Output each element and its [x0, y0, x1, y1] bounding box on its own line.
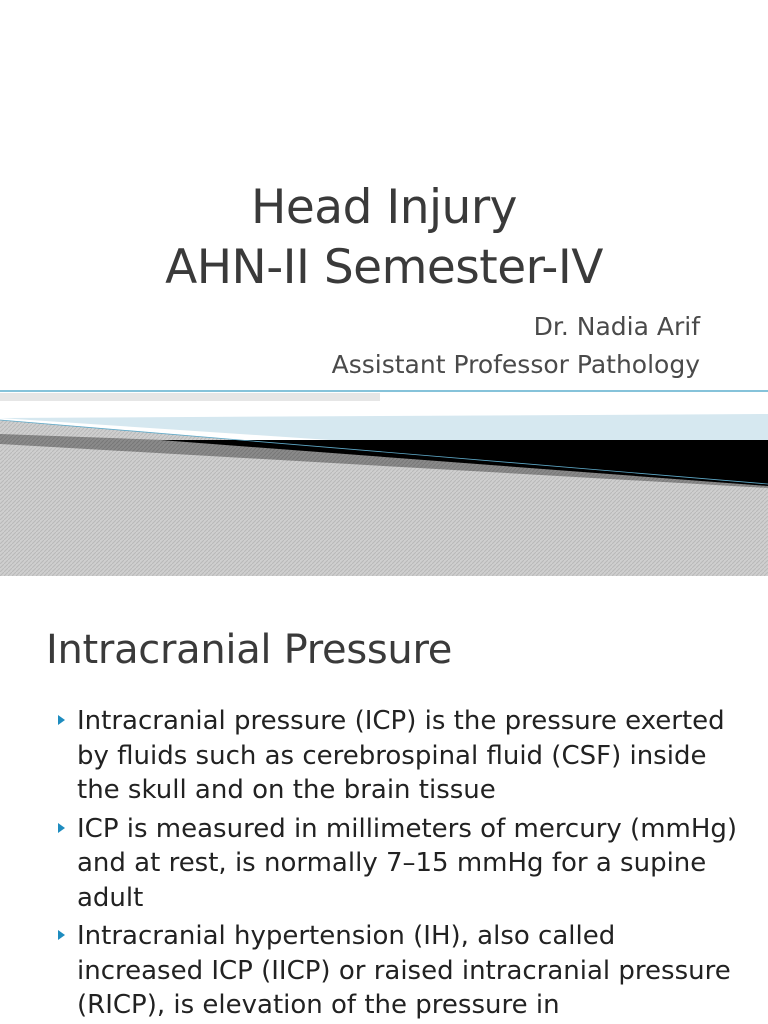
triangle-right-bullet-icon	[58, 715, 65, 725]
bullet-list	[56, 704, 746, 1024]
bullet-text: Intracranial hypertension (IH), also called increased ICP (IICP) or raised intracranial pressure (RICP), is elevation of the pressure in	[77, 921, 731, 1020]
decorative-band	[0, 388, 768, 576]
author-name: Dr. Nadia Arif	[533, 312, 700, 341]
title-line-2: AHN-II Semester-IV	[165, 240, 603, 295]
strip-gray	[0, 393, 380, 401]
bullet-text: Intracranial pressure (ICP) is the pressure exerted by fluids such as cerebrospinal fluid (CSF) inside the skull and on the brain tissue	[77, 706, 725, 805]
triangle-right-bullet-icon	[58, 930, 65, 940]
list-item	[56, 704, 746, 808]
slide-subtitle	[332, 308, 700, 384]
title-line-1: Head Injury	[251, 180, 517, 235]
bullet-text: ICP is measured in millimeters of mercury (mmHg) and at rest, is normally 7–15 mmHg for a supine adult	[77, 813, 738, 913]
author-role: Assistant Professor Pathology	[331, 350, 700, 379]
list-item	[56, 919, 746, 1023]
list-item	[56, 812, 746, 916]
content-slide	[0, 576, 768, 1024]
triangle-right-bullet-icon	[58, 823, 65, 833]
content-slide-title: Intracranial Pressure	[46, 627, 453, 673]
slide-title	[0, 178, 768, 298]
